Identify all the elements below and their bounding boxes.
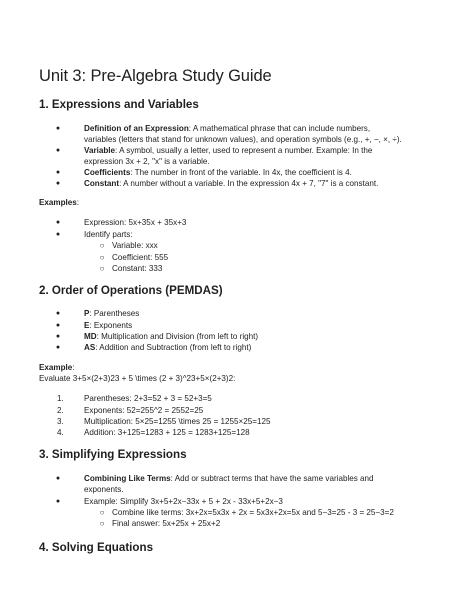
definition-expression-line1: Definition of an Expression: A mathematical phrase that can include numbers,: [84, 124, 371, 133]
bullet-icon: ●: [55, 147, 61, 154]
example-identify-parts: Identify parts:: [84, 230, 133, 239]
step-number: 3.: [57, 417, 64, 426]
simplify-example: Example: Simplify 3x+5+2x−33x + 5 + 2x - 33x+5+2x−3: [84, 497, 283, 506]
bullet-icon: ●: [55, 169, 61, 176]
step-addition: Addition: 3+125=1283 + 125 = 1283+125=128: [84, 428, 250, 437]
combine-like-terms-step: Combine like terms: 3x+2x=5x3x + 2x = 5x3x+2x=5x and 5−3=25 - 3 = 25−3=2: [112, 508, 394, 517]
pemdas-e: E: Exponents: [84, 321, 133, 330]
step-number: 2.: [57, 406, 64, 415]
sub-item-variable: Variable: xxx: [112, 241, 158, 250]
circle-bullet-icon: ○: [99, 508, 105, 517]
example-expression: Expression: 5x+35x + 35x+3: [84, 218, 187, 227]
section-4-heading: 4. Solving Equations: [39, 541, 154, 554]
term-constant: Constant: [84, 179, 120, 188]
example-label: Example:: [39, 363, 75, 372]
pemdas-p: P: Parentheses: [84, 309, 140, 318]
step-exponents: Exponents: 52=255^2 = 2552=25: [84, 406, 204, 415]
bullet-icon: ●: [55, 231, 61, 238]
bullet-icon: ●: [55, 333, 61, 340]
combining-like-terms-line2: exponents.: [84, 485, 124, 494]
section-3-heading: 3. Simplifying Expressions: [39, 448, 187, 461]
bullet-icon: ●: [55, 219, 61, 226]
pemdas-md: MD: Multiplication and Division (from left to right): [84, 332, 259, 341]
circle-bullet-icon: ○: [99, 264, 105, 273]
circle-bullet-icon: ○: [99, 253, 105, 262]
combining-like-terms-line1: Combining Like Terms: Add or subtract terms that have the same variables and: [84, 474, 374, 483]
constant-line: Constant: A number without a variable. In the expression 4x + 7, "7" is a constant.: [84, 179, 379, 188]
step-number: 4.: [57, 428, 64, 437]
bullet-icon: ●: [55, 125, 61, 132]
step-multiplication: Multiplication: 5×25=1255 \times 25 = 1255×25=125: [84, 417, 271, 426]
term-definition-expression: Definition of an Expression: [84, 124, 189, 133]
bullet-icon: ●: [55, 180, 61, 187]
variable-line1: Variable: A symbol, usually a letter, used to represent a number. Example: In the: [84, 146, 373, 155]
coefficients-line: Coefficients: The number in front of the variable. In 4x, the coefficient is 4.: [84, 168, 352, 177]
evaluate-line: Evaluate 3+5×(2+3)23 + 5 \times (2 + 3)^23+5×(2+3)2:: [39, 374, 236, 383]
sub-item-coefficient: Coefficient: 555: [112, 253, 169, 262]
section-2-heading: 2. Order of Operations (PEMDAS): [39, 284, 223, 297]
sub-item-constant: Constant: 333: [112, 264, 163, 273]
circle-bullet-icon: ○: [99, 519, 105, 528]
circle-bullet-icon: ○: [99, 241, 105, 250]
bullet-icon: ●: [55, 310, 61, 317]
variable-line2: expression 3x + 2, "x" is a variable.: [84, 157, 210, 166]
bullet-icon: ●: [55, 498, 61, 505]
term-coefficients: Coefficients: [84, 168, 131, 177]
term-variable: Variable: [84, 146, 116, 155]
bullet-icon: ●: [55, 475, 61, 482]
bullet-icon: ●: [55, 322, 61, 329]
pemdas-as: AS: Addition and Subtraction (from left to right): [84, 343, 252, 352]
step-parentheses: Parentheses: 2+3=52 + 3 = 52+3=5: [84, 394, 212, 403]
final-answer: Final answer: 5x+25x + 25x+2: [112, 519, 221, 528]
section-1-heading: 1. Expressions and Variables: [39, 98, 199, 111]
page-title: Unit 3: Pre-Algebra Study Guide: [39, 67, 272, 85]
bullet-icon: ●: [55, 344, 61, 351]
step-number: 1.: [57, 394, 64, 403]
examples-label: Examples:: [39, 198, 80, 207]
definition-expression-line2: variables (letters that stand for unknown values), and operation symbols (e.g., +, −, ×, ÷).: [84, 135, 402, 144]
